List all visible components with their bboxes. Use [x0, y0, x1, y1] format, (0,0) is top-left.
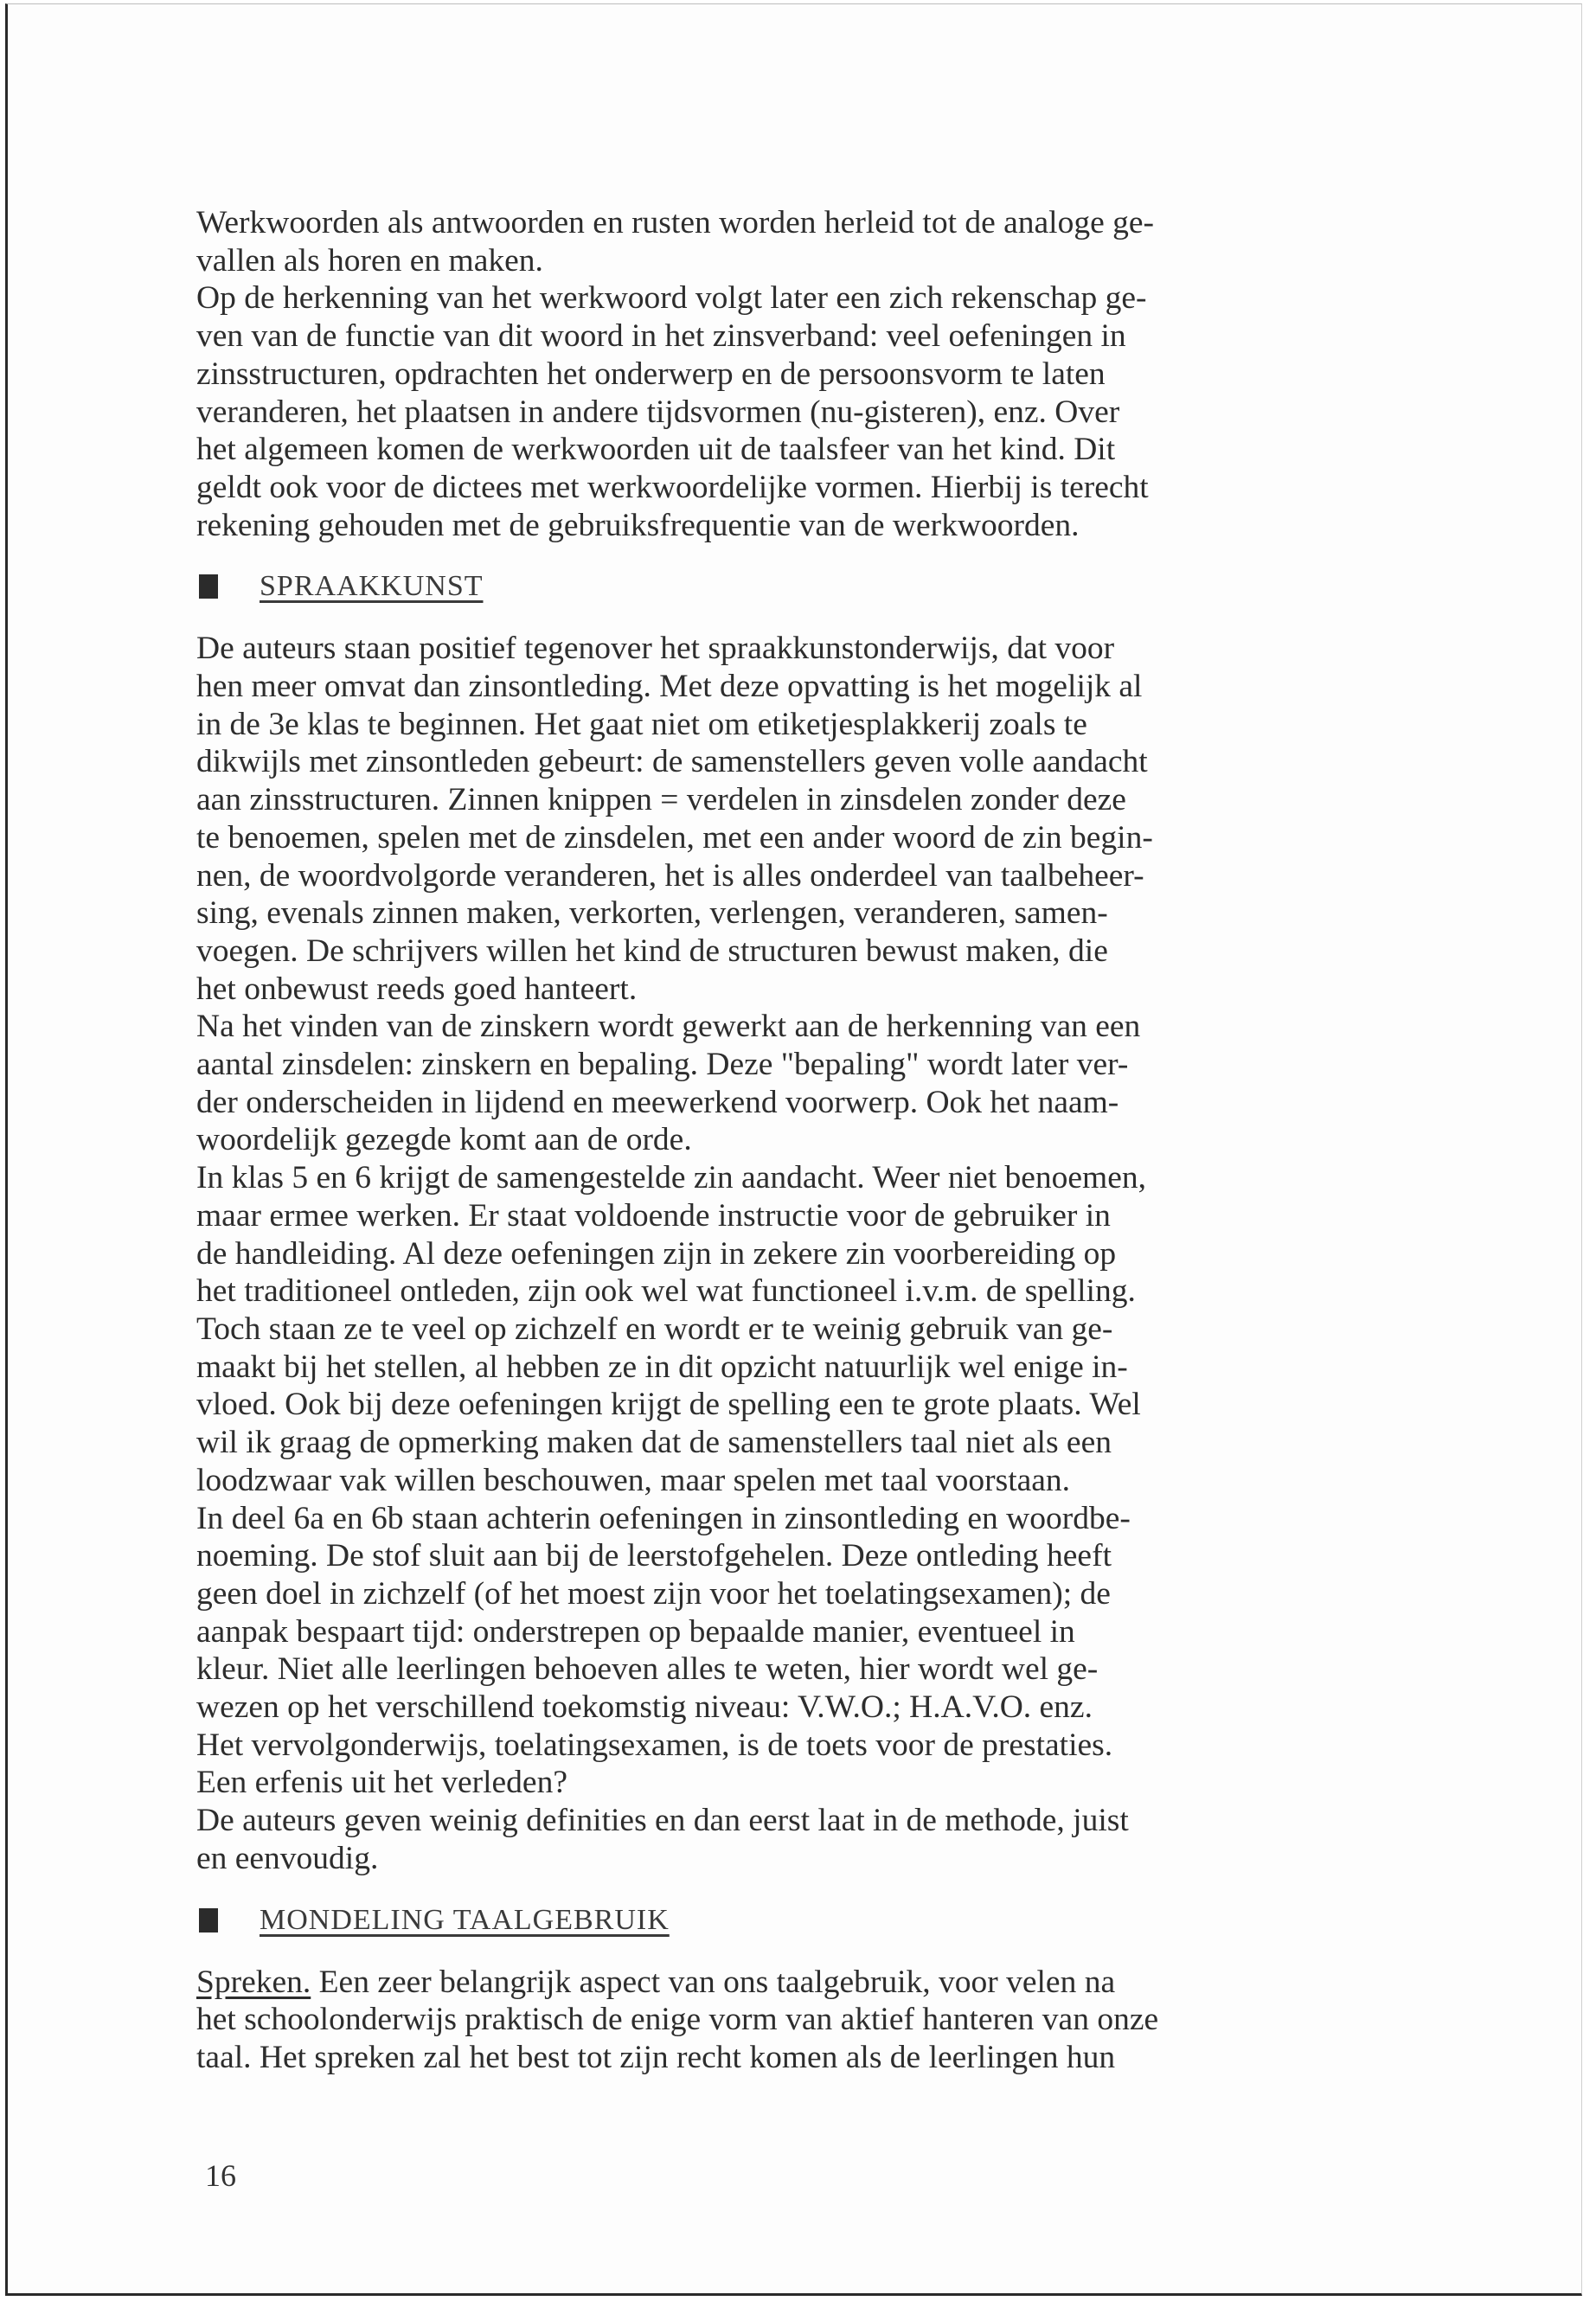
text-line: geldt ook voor de dictees met werkwoordelijke vormen. Hierbij is terecht: [196, 469, 1149, 505]
text-line: ven van de functie van dit woord in het zinsverband: veel oefeningen in: [196, 318, 1126, 355]
text-line: [196, 1964, 1459, 2002]
text-line: noeming. De stof sluit aan bij de leerstofgehelen. Deze ontleding heeft: [196, 1538, 1112, 1574]
text-line: te benoemen, spelen met de zinsdelen, met een ander woord de zin begin-: [196, 819, 1153, 856]
text-line: woordelijk gezegde komt aan de orde.: [196, 1122, 692, 1158]
text-line: Na het vinden van de zinskern wordt gewerkt aan de herkenning van een: [196, 1009, 1141, 1045]
section-heading-mondeling-taalgebruik: [196, 1901, 1459, 1939]
text-line: maar ermee werken. Er staat voldoende instructie voor de gebruiker in: [196, 1197, 1111, 1234]
text-line: Op de herkenning van het werkwoord volgt later een zich rekenschap ge-: [196, 280, 1147, 317]
text-line: nen, de woordvolgorde veranderen, het is alles onderdeel van taalbeheer-: [196, 857, 1144, 894]
text-line: dikwijls met zinsontleden gebeurt: de samenstellers geven volle aandacht: [196, 744, 1148, 780]
text-line: zinsstructuren, opdrachten het onderwerp en de persoonsvorm te laten: [196, 356, 1106, 392]
text-line: loodzwaar vak willen beschouwen, maar spelen met taal voorstaan.: [196, 1462, 1071, 1498]
page-number: 16: [205, 2158, 236, 2193]
text-line: aanpak bespaart tijd: onderstrepen op bepaalde manier, eventueel in: [196, 1613, 1075, 1650]
text-line: aan zinsstructuren. Zinnen knippen = verdelen in zinsdelen zonder deze: [196, 782, 1126, 818]
text-line: vallen als horen en maken.: [196, 242, 543, 279]
intro-paragraph: [196, 204, 1459, 544]
square-bullet-icon: [199, 574, 218, 599]
section-title: MONDELING TAALGEBRUIK: [260, 1903, 670, 1936]
text-line: Een erfenis uit het verleden?: [196, 1765, 567, 1801]
text-line: de handleiding. Al deze oefeningen zijn in zekere zin voorbereiding op: [196, 1235, 1117, 1272]
lead-line-rest: Een zeer belangrijk aspect van ons taalgebruik, voor velen na: [311, 1964, 1116, 2000]
text-line: geen doel in zichzelf (of het moest zijn voor het toelatingsexamen); de: [196, 1575, 1111, 1612]
text-line: in de 3e klas te beginnen. Het gaat niet om etiketjesplakkerij zoals te: [196, 706, 1087, 742]
text-line: voegen. De schrijvers willen het kind de structuren bewust maken, die: [196, 933, 1108, 969]
text-line: der onderscheiden in lijdend en meewerkend voorwerp. Ook het naam-: [196, 1084, 1119, 1120]
text-line: het algemeen komen de werkwoorden uit de taalsfeer van het kind. Dit: [196, 432, 1116, 468]
section-heading-spraakkunst: [196, 567, 1459, 606]
text-line: sing, evenals zinnen maken, verkorten, verlengen, veranderen, samen-: [196, 895, 1108, 932]
text-line: en eenvoudig.: [196, 1840, 379, 1876]
text-line: hen meer omvat dan zinsontleding. Met deze opvatting is het mogelijk al: [196, 669, 1143, 705]
page-text: [196, 204, 1459, 2077]
text-line: het traditioneel ontleden, zijn ook wel wat functioneel i.v.m. de spelling.: [196, 1273, 1136, 1310]
text-line: vloed. Ook bij deze oefeningen krijgt de spelling een te grote plaats. Wel: [196, 1387, 1141, 1423]
text-line: De auteurs geven weinig definities en dan eerst laat in de methode, juist: [196, 1803, 1129, 1839]
text-line: veranderen, het plaatsen in andere tijdsvormen (nu-gisteren), enz. Over: [196, 394, 1120, 430]
text-line: wezen op het verschillend toekomstig niveau: V.W.O.; H.A.V.O. enz.: [196, 1689, 1093, 1726]
spraakkunst-paragraph: [196, 630, 1459, 1877]
text-line: aantal zinsdelen: zinskern en bepaling. Deze "bepaling" wordt later ver-: [196, 1047, 1129, 1083]
text-line: kleur. Niet alle leerlingen behoeven alles te weten, hier wordt wel ge-: [196, 1651, 1099, 1688]
text-line: In deel 6a en 6b staan achterin oefeningen in zinsontleding en woordbe-: [196, 1500, 1131, 1536]
lead-word: Spreken.: [196, 1964, 311, 2000]
text-line: In klas 5 en 6 krijgt de samengestelde zin aandacht. Weer niet benoemen,: [196, 1160, 1146, 1196]
text-line: Toch staan ze te veel op zichzelf en wordt er te weinig gebruik van ge-: [196, 1311, 1113, 1347]
text-line: Werkwoorden als antwoorden en rusten worden herleid tot de analoge ge-: [196, 205, 1155, 240]
text-line: wil ik graag de opmerking maken dat de samenstellers taal niet als een: [196, 1425, 1112, 1461]
text-line: het onbewust reeds goed hanteert.: [196, 971, 638, 1007]
square-bullet-icon: [199, 1908, 218, 1932]
text-line: maakt bij het stellen, al hebben ze in dit opzicht natuurlijk wel enige in-: [196, 1349, 1128, 1385]
text-line: het schoolonderwijs praktisch de enige vorm van aktief hanteren van onze: [196, 2002, 1159, 2038]
text-line: Het vervolgonderwijs, toelatingsexamen, is de toets voor de prestaties.: [196, 1727, 1113, 1763]
section-title: SPRAAKKUNST: [260, 570, 484, 603]
mondeling-paragraph: [196, 1964, 1459, 2077]
text-line: De auteurs staan positief tegenover het spraakkunstonderwijs, dat voor: [196, 631, 1115, 667]
text-line: rekening gehouden met de gebruiksfrequentie van de werkwoorden.: [196, 507, 1080, 543]
text-line: taal. Het spreken zal het best tot zijn recht komen als de leerlingen hun: [196, 2039, 1116, 2075]
